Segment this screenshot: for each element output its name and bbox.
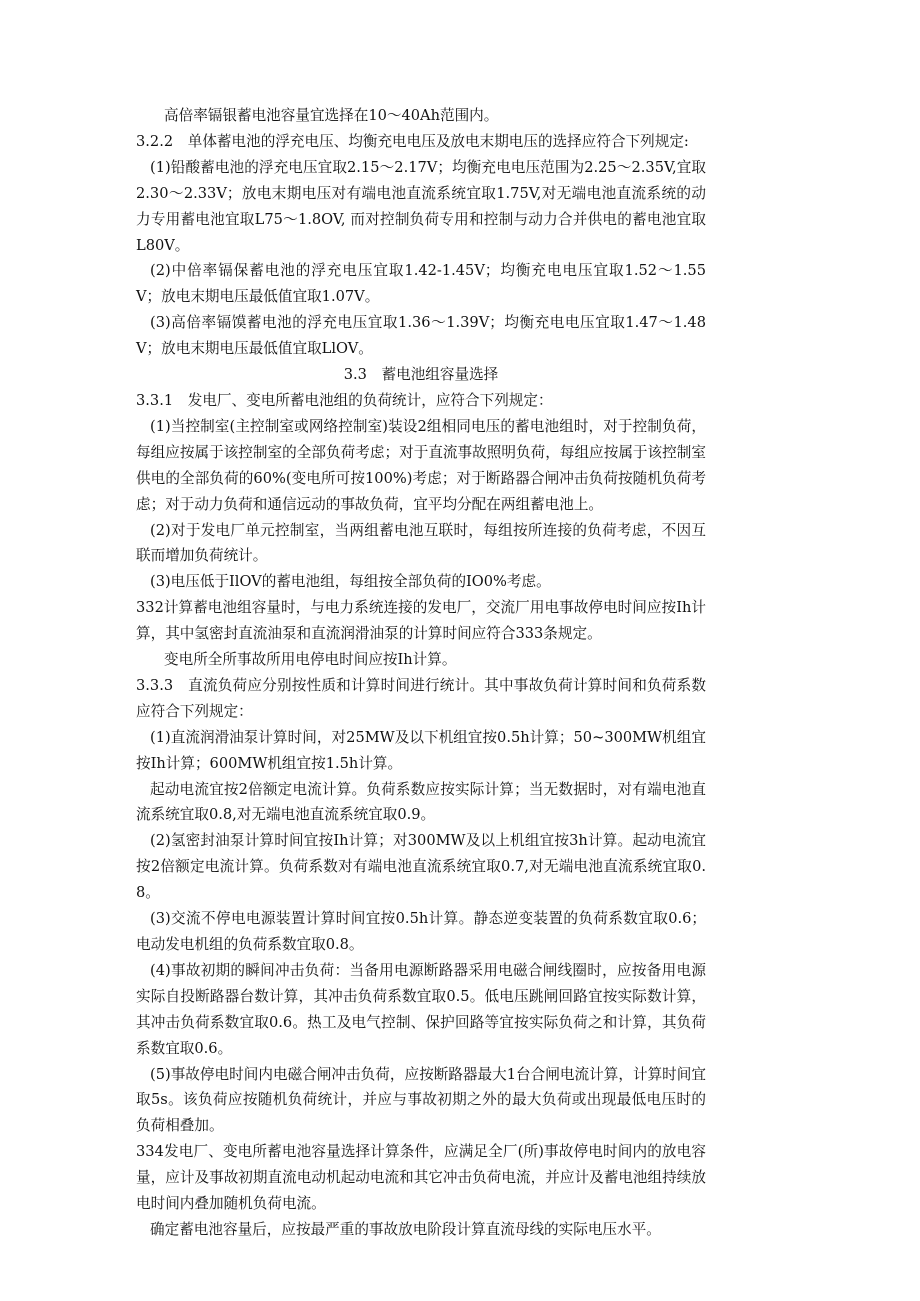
paragraph-19: (5)事故停电时间内电磁合闸冲击负荷，应按断路器最大1台合闸电流计算，计算时间宜取5s。该负荷应按随机负荷统计，并应与事故初期之外的最大负荷或出现最低电压时的负荷相叠加。 — [136, 1065, 706, 1135]
paragraph-21: 确定蓄电池容量后，应按最严重的事故放电阶段计算直流母线的实际电压水平。 — [150, 1220, 661, 1238]
document-body — [136, 103, 706, 1243]
paragraph-3: (1)铅酸蓄电池的浮充电压宜取2.15～2.17V；均衡充电电压范围为2.25～2.35V,宜取2.30～2.33V；放电末期电压对有端电池直流系统宜取1.75V,对无端电池直流系统的动力专用蓄电池宜取L75～1.8OV, 而对控制负荷专用和控制与动力合并供电的蓄电池宜取L80V。 — [136, 158, 706, 254]
clause-3-3-1: 3.3.1 发电厂、变电所蓄电池组的负荷统计，应符合下列规定： — [136, 391, 553, 409]
paragraph-12: 变电所全所事故所用电停电时间应按Ih计算。 — [164, 651, 457, 669]
paragraph-18: (4)事故初期的瞬间冲击负荷：当备用电源断路器采用电磁合闸线圈时，应按备用电源实际自投断路器台数计算，其冲击负荷系数宜取0.5。低电压跳闸回路宜按实际数计算，其冲击负荷系数宜取0.6。热工及电气控制、保护回路等宜按实际负荷之和计算，其负荷系数宜取0.6。 — [136, 961, 706, 1057]
paragraph-8: (1)当控制室(主控制室或网络控制室)装设2组相同电压的蓄电池组时，对于控制负荷，每组应按属于该控制室的全部负荷考虑；对于直流事故照明负荷，每组应按属于该控制室供电的全部负荷的60%(变电所可按100%)考虑；对于断路器合闸冲击负荷按随机负荷考虑；对于动力负荷和通信远动的事故负荷，宜平均分配在两组蓄电池上。 — [136, 417, 706, 513]
clause-3-3-3: 3.3.3 直流负荷应分别按性质和计算时间进行统计。其中事故负荷计算时间和负荷系数应符合下列规定： — [136, 676, 706, 720]
paragraph-4: (2)中倍率镉保蓄电池的浮充电压宜取1.42-1.45V；均衡充电电压宜取1.52～1.55V；放电末期电压最低值宜取1.07V。 — [136, 262, 706, 306]
paragraph-9: (2)对于发电厂单元控制室，当两组蓄电池互联时，每组按所连接的负荷考虑，不因互联而增加负荷统计。 — [136, 521, 706, 565]
paragraph-14: (1)直流润滑油泵计算时间，对25MW及以下机组宜按0.5h计算；50~300MW机组宜按Ih计算；600MW机组宜按1.5h计算。 — [136, 728, 706, 772]
section-heading-3-3: 3.3 蓄电池组容量选择 — [343, 366, 499, 384]
clause-3-2-2: 3.2.2 单体蓄电池的浮充电压、均衡充电电压及放电末期电压的选择应符合下列规定: — [136, 132, 689, 150]
clause-3-3-2: 332计算蓄电池组容量时，与电力系统连接的发电厂，交流厂用电事故停电时间应按Ih计算，其中氢密封直流油泵和直流润滑油泵的计算时间应符合333条规定。 — [136, 599, 706, 643]
clause-3-3-4: 334发电厂、变电所蓄电池容量选择计算条件，应满足全厂(所)事故停电时间内的放电容量，应计及事故初期直流电动机起动电流和其它冲击负荷电流，并应计及蓄电池组持续放电时间内叠加随机负荷电流。 — [136, 1143, 706, 1213]
paragraph-5: (3)高倍率镉馍蓄电池的浮充电压宜取1.36～1.39V；均衡充电电压宜取1.47～1.48V；放电末期电压最低值宜取LlOV。 — [136, 314, 706, 358]
paragraph-16: (2)氢密封油泵计算时间宜按Ih计算；对300MW及以上机组宜按3h计算。起动电流宜按2倍额定电流计算。负荷系数对有端电池直流系统宜取0.7,对无端电池直流系统宜取0.8。 — [136, 832, 706, 902]
paragraph-1: 高倍率镉银蓄电池容量宜选择在10～40Ah范围内。 — [164, 107, 499, 124]
paragraph-10: (3)电压低于IlOV的蓄电池组，每组按全部负荷的IO0%考虑。 — [150, 573, 551, 591]
paragraph-15: 起动电流宜按2倍额定电流计算。负荷系数应按实际计算；当无数据时，对有端电池直流系统宜取0.8,对无端电池直流系统宜取0.9。 — [136, 780, 706, 824]
paragraph-17: (3)交流不停电电源装置计算时间宜按0.5h计算。静态逆变装置的负荷系数宜取0.6；电动发电机组的负荷系数宜取0.8。 — [136, 910, 706, 953]
